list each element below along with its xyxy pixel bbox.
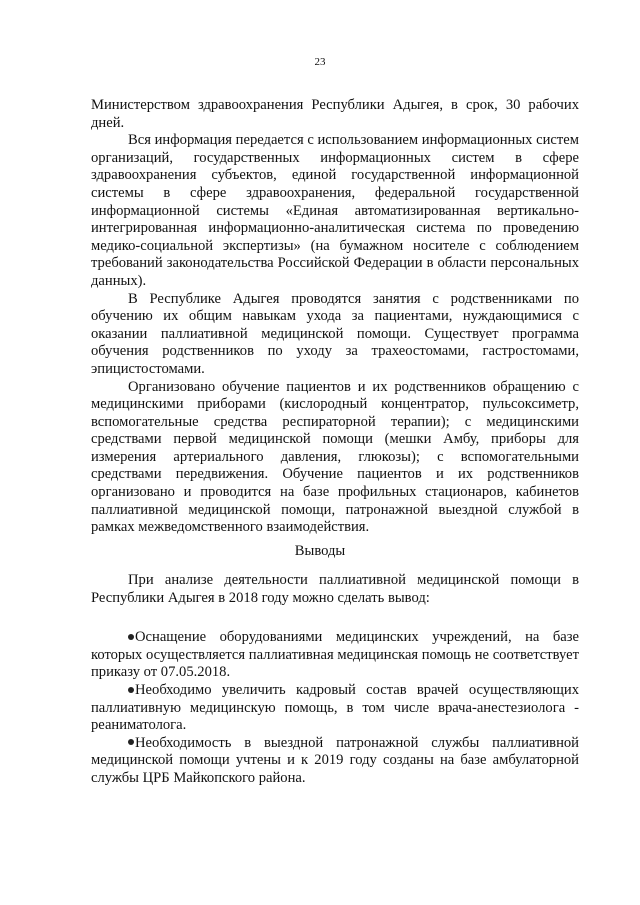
paragraph-patient-training: Организовано обучение пациентов и их родственников обращению с медицинскими приборами (кислородный концентратор, пульсоксиметр, вспомогательные средства респираторной терапии); с медицинскими средствами первой медицинской помощи (мешки Амбу, приборы для измерения артериального давления, глюкозы); с вспомогательными средствами передвижения. Обучение пациентов и их родственников организовано и проводится на базе профильных стационаров, кабинетов паллиативной медицинской помощи, патронажной выездной службой в рамках межведомственного взаимодействия. bbox=[91, 378, 579, 536]
conclusion-item bbox=[91, 629, 579, 682]
page-number: 23 bbox=[314, 56, 326, 68]
bullet-icon bbox=[128, 687, 134, 693]
conclusion-item-text: Необходимость в выездной патронажной службы паллиативной медицинской помощи учтены и к 2019 году созданы на базе амбулаторной службы ЦРБ Майкопского района. bbox=[91, 734, 579, 786]
section-heading: Выводы bbox=[294, 543, 346, 559]
paragraph-continuation: Министерством здравоохранения Республики Адыгея, в срок, 30 рабочих дней. bbox=[91, 97, 579, 131]
bullet-icon bbox=[128, 739, 134, 745]
bullet-icon bbox=[128, 634, 134, 640]
paragraph-information-transfer: Вся информация передается с использованием информационных систем организаций, государственных информационных систем в сфере здравоохранения субъектов, единой государственной информационной системы в сфере здравоохранения, федеральной государственной информационной системы «Единая автоматизированная вертикально-интегрированная информационно-аналитическая система по проведению медико-социальной экспертизы» (на бумажном носителе с соблюдением требований законодательства Российской Федерации в области персональных данных). bbox=[91, 132, 579, 289]
conclusions-section bbox=[91, 572, 579, 788]
conclusion-item bbox=[91, 682, 579, 735]
paragraph-relatives-training: В Республике Адыгея проводятся занятия с родственниками по обучению их общим навыкам ухода за пациентами, нуждающимися с оказании паллиативной медицинской помощи. Существует программа обучения родственников по уходу за трахеостомами, гастростомами, эпицистостомами. bbox=[91, 290, 579, 377]
conclusion-item bbox=[91, 735, 579, 788]
conclusion-item-text: Оснащение оборудованиями медицинских учреждений, на базе которых осуществляется паллиативная медицинская помощь не соответствует приказу от 07.05.2018. bbox=[91, 629, 579, 681]
body-text bbox=[91, 97, 579, 537]
conclusion-intro: При анализе деятельности паллиативной медицинской помощи в Республики Адыгея в 2018 году можно сделать вывод: bbox=[91, 572, 579, 606]
conclusion-item-text: Необходимо увеличить кадровый состав врачей осуществляющих паллиативную медицинскую помощь, в том числе врача-анестезиолога - реаниматолога. bbox=[91, 681, 579, 734]
